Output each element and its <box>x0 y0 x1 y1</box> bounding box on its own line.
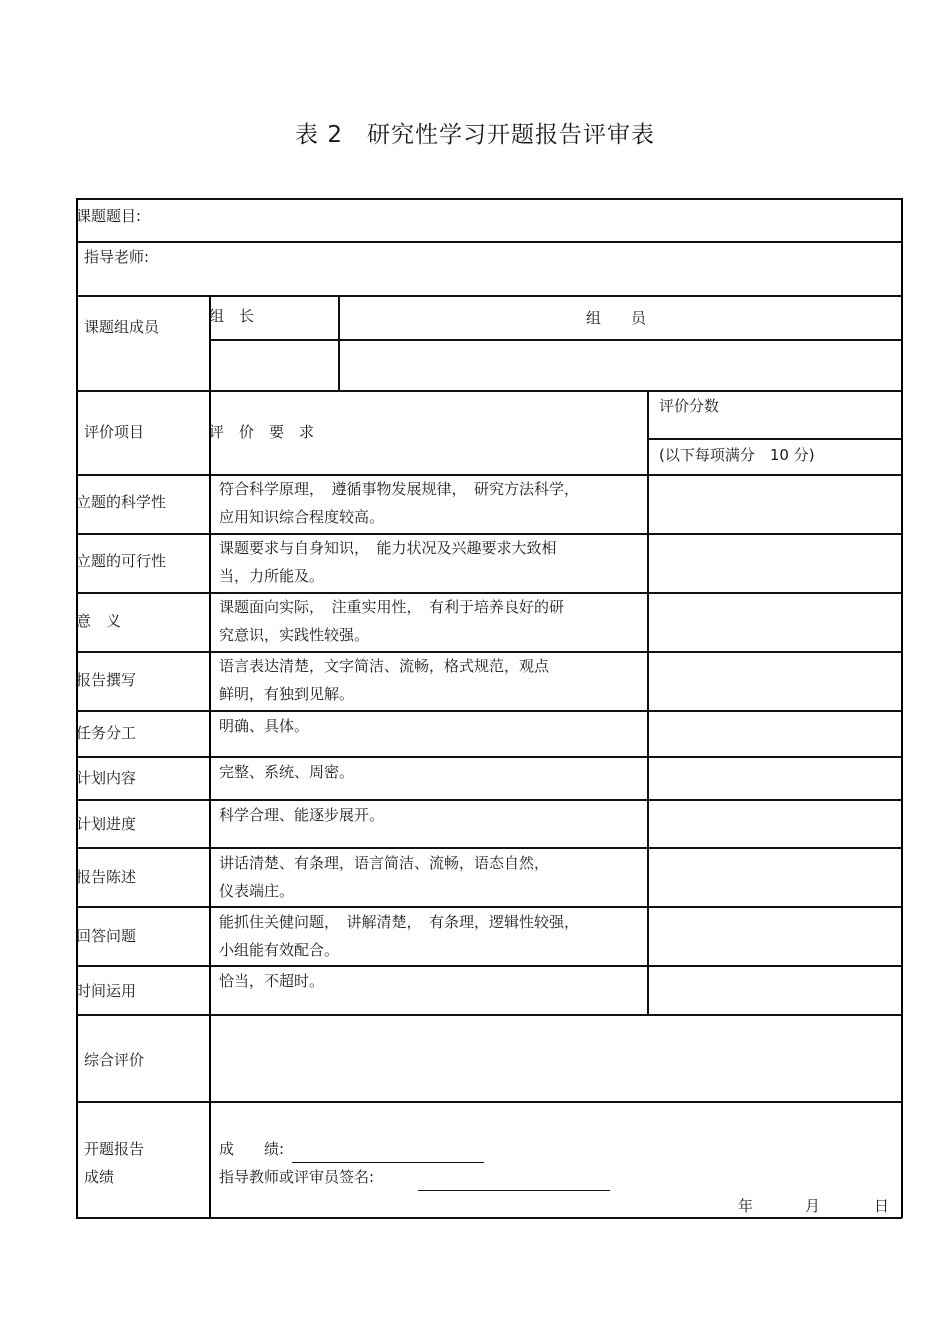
criteria-req: 讲话清楚、有条理，语言简洁、流畅，语态自然， <box>219 854 550 872</box>
criteria-req: 能抓住关健问题， 讲解清楚， 有条理，逻辑性较强， <box>219 913 580 931</box>
members-label: 课题组成员 <box>84 318 160 336</box>
criteria-item: 意 义 <box>76 612 122 630</box>
criteria-req: 课题面向实际， 注重实用性， 有利于培养良好的研 <box>219 598 565 616</box>
member-label: 组 员 <box>586 309 647 327</box>
criteria-req: 完整、系统、周密。 <box>219 763 355 781</box>
table-rule <box>648 438 902 440</box>
criteria-item: 时间运用 <box>76 982 137 1000</box>
grade-label: 成 绩: <box>219 1140 285 1158</box>
criteria-item: 报告陈述 <box>76 868 137 886</box>
table-rule <box>76 1101 902 1103</box>
grade-field <box>219 1135 484 1163</box>
table-rule <box>76 965 902 967</box>
criteria-item: 任务分工 <box>76 724 137 742</box>
leader-label: 组 长 <box>209 307 255 325</box>
criteria-req: 符合科学原理， 遵循事物发展规律， 研究方法科学， <box>219 480 580 498</box>
date-day: 日 <box>874 1197 890 1215</box>
table-rule <box>210 339 902 341</box>
criteria-item: 报告撰写 <box>76 671 137 689</box>
score-note: (以下每项满分 10 分) <box>659 446 815 464</box>
review-form-table <box>76 198 902 1218</box>
result-label: 成绩 <box>84 1168 115 1186</box>
grade-blank <box>292 1144 484 1163</box>
eval-item-label: 评价项目 <box>84 423 145 441</box>
criteria-item: 立题的可行性 <box>76 552 167 570</box>
table-rule <box>338 295 340 391</box>
criteria-item: 立题的科学性 <box>76 493 167 511</box>
table-rule <box>76 241 902 243</box>
criteria-req: 当，力所能及。 <box>219 567 325 585</box>
eval-req-label: 评 价 要 求 <box>209 423 315 441</box>
criteria-req: 科学合理、能逐步展开。 <box>219 806 385 824</box>
summary-label: 综合评价 <box>84 1051 145 1069</box>
criteria-req: 恰当，不超时。 <box>219 972 325 990</box>
date-year: 年 <box>738 1197 754 1215</box>
criteria-req: 究意识，实践性较强。 <box>219 626 370 644</box>
page-title: 表 2 研究性学习开题报告评审表 <box>295 122 655 148</box>
table-rule <box>76 1014 902 1016</box>
criteria-item: 回答问题 <box>76 927 137 945</box>
criteria-req: 语言表达清楚，文字简洁、流畅，格式规范，观点 <box>219 657 550 675</box>
advisor-label: 指导老师: <box>84 248 150 266</box>
table-border <box>76 198 902 200</box>
criteria-req: 鲜明，有独到见解。 <box>219 685 355 703</box>
criteria-req: 应用知识综合程度较高。 <box>219 508 385 526</box>
score-label: 评价分数 <box>659 397 720 415</box>
table-rule <box>76 799 902 801</box>
table-rule <box>76 390 902 392</box>
signature-blank <box>418 1172 610 1191</box>
date-month: 月 <box>805 1197 821 1215</box>
table-border <box>901 198 903 1218</box>
table-border <box>76 1217 902 1219</box>
table-rule <box>76 756 902 758</box>
criteria-item: 计划进度 <box>76 815 137 833</box>
table-rule <box>76 710 902 712</box>
criteria-item: 计划内容 <box>76 769 137 787</box>
table-rule <box>647 390 649 1014</box>
signature-field <box>219 1163 610 1191</box>
signature-label: 指导教师或评审员签名: <box>219 1168 375 1186</box>
table-border <box>76 198 78 1218</box>
result-label: 开题报告 <box>84 1140 145 1158</box>
table-rule <box>76 295 902 297</box>
criteria-req: 课题要求与自身知识， 能力状况及兴趣要求大致相 <box>219 539 557 557</box>
criteria-req: 小组能有效配合。 <box>219 941 340 959</box>
criteria-req: 明确、具体。 <box>219 717 310 735</box>
criteria-req: 仪表端庄。 <box>219 882 295 900</box>
topic-label: 课题题目: <box>76 207 142 225</box>
